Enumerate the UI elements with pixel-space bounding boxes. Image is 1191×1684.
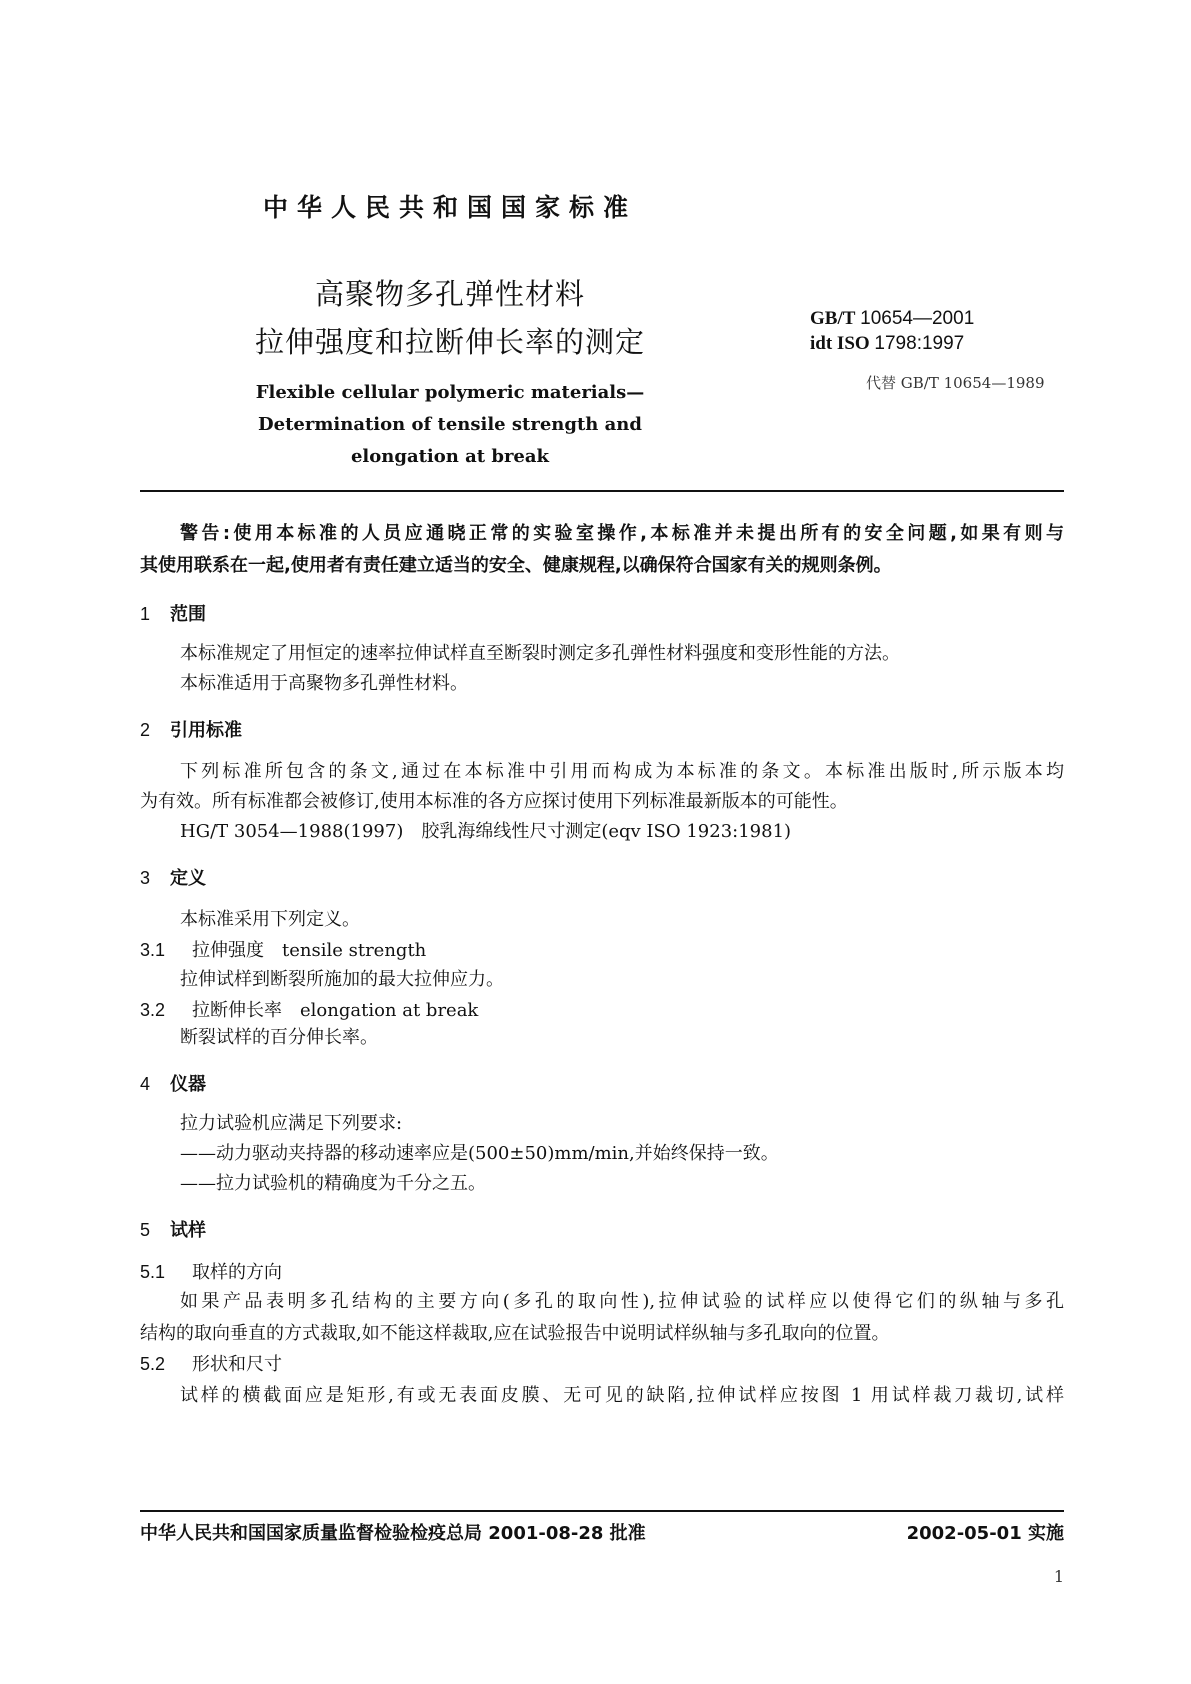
- chinese-title-line-2: 拉伸强度和拉断伸长率的测定: [254, 325, 645, 359]
- clause-3-1-text: 拉伸试样到断裂所施加的最大拉伸应力。: [180, 969, 504, 990]
- clause-5-2-title: 形状和尺寸: [192, 1354, 282, 1375]
- chinese-title-line-1: 高聚物多孔弹性材料: [314, 277, 585, 311]
- section-2-paragraph-line-1: 下列标准所包含的条文,通过在本标准中引用而构成为本标准的条文。本标准出版时,所示版本均: [180, 761, 1064, 782]
- approval-statement: 中华人民共和国国家质量监督检验检疫总局 2001-08-28 批准: [140, 1523, 646, 1544]
- section-4-bullet-2: ——拉力试验机的精确度为千分之五。: [180, 1173, 486, 1194]
- section-4-bullet-1: ——动力驱动夹持器的移动速率应是(500±50)mm/min,并始终保持一致。: [180, 1143, 779, 1164]
- page-number: 1: [1053, 1567, 1064, 1586]
- footer-divider: [140, 1510, 1064, 1512]
- section-1-paragraph-2: 本标准适用于高聚物多孔弹性材料。: [180, 673, 468, 694]
- section-2-reference: HG/T 3054—1988(1997) 胶乳海绵线性尺寸测定(eqv ISO 1923:1981): [180, 821, 792, 842]
- standard-prefix: GB/T: [810, 308, 856, 329]
- warning-line-1: 警告:使用本标准的人员应通晓正常的实验室操作,本标准并未提出所有的安全问题,如果有则与: [180, 523, 1064, 544]
- national-standard-heading: 中华人民共和国国家标准: [262, 193, 637, 222]
- identical-standard: [810, 333, 964, 355]
- clause-5-1-number: 5.1: [140, 1262, 166, 1282]
- clause-5-1-title: 取样的方向: [192, 1262, 282, 1283]
- section-2-title: 引用标准: [170, 720, 242, 741]
- header-divider: [140, 490, 1064, 492]
- effective-date: 2002-05-01 实施: [906, 1523, 1064, 1544]
- section-2-number: 2: [140, 720, 151, 740]
- english-title-line-3: elongation at break: [350, 446, 550, 467]
- standard-code: 10654—2001: [860, 308, 975, 329]
- clause-3-1-number: 3.1: [140, 940, 166, 960]
- english-title-line-2: Determination of tensile strength and: [258, 414, 642, 435]
- clause-3-1-title: 拉伸强度 tensile strength: [192, 940, 427, 961]
- idt-code: 1798:1997: [874, 333, 965, 354]
- section-5-heading: [140, 1212, 1064, 1249]
- section-1-paragraph-1: 本标准规定了用恒定的速率拉伸试样直至断裂时测定多孔弹性材料强度和变形性能的方法。: [180, 643, 900, 664]
- section-3-paragraph: 本标准采用下列定义。: [180, 909, 360, 930]
- standard-number: [810, 308, 974, 330]
- section-5-number: 5: [140, 1220, 151, 1240]
- section-4-heading: [140, 1066, 1064, 1103]
- warning-line-2: 其使用联系在一起,使用者有责任建立适当的安全、健康规程,以确保符合国家有关的规则条例。: [140, 555, 892, 576]
- clause-3-2-text: 断裂试样的百分伸长率。: [180, 1027, 378, 1048]
- idt-prefix: idt ISO: [810, 333, 870, 354]
- section-4-title: 仪器: [170, 1074, 206, 1095]
- section-1-number: 1: [140, 604, 151, 624]
- section-4-paragraph: 拉力试验机应满足下列要求:: [180, 1113, 403, 1134]
- clause-5-2-line-1: 试样的横截面应是矩形,有或无表面皮膜、无可见的缺陷,拉伸试样应按图 1 用试样裁刀裁切,试样: [180, 1385, 1064, 1406]
- section-1-heading: [140, 596, 1064, 633]
- clause-5-1-line-1: 如果产品表明多孔结构的主要方向(多孔的取向性),拉伸试验的试样应以使得它们的纵轴与多孔: [180, 1291, 1064, 1312]
- section-2-paragraph-line-2: 为有效。所有标准都会被修订,使用本标准的各方应探讨使用下列标准最新版本的可能性。: [140, 791, 848, 812]
- clause-5-2-number: 5.2: [140, 1354, 166, 1374]
- section-5-title: 试样: [170, 1220, 206, 1241]
- replaces-standard: 代替 GB/T 10654—1989: [866, 374, 1045, 392]
- clause-3-2-number: 3.2: [140, 1000, 166, 1020]
- section-2-heading: [140, 712, 1064, 749]
- clause-3-2-title: 拉断伸长率 elongation at break: [192, 1000, 479, 1021]
- section-3-title: 定义: [170, 868, 206, 889]
- section-4-number: 4: [140, 1074, 151, 1094]
- clause-5-1-line-2: 结构的取向垂直的方式裁取,如不能这样裁取,应在试验报告中说明试样纵轴与多孔取向的位置。: [140, 1323, 890, 1344]
- english-title-line-1: Flexible cellular polymeric materials—: [255, 382, 645, 403]
- section-3-number: 3: [140, 868, 151, 888]
- section-1-title: 范围: [170, 604, 206, 625]
- section-3-heading: [140, 860, 1064, 897]
